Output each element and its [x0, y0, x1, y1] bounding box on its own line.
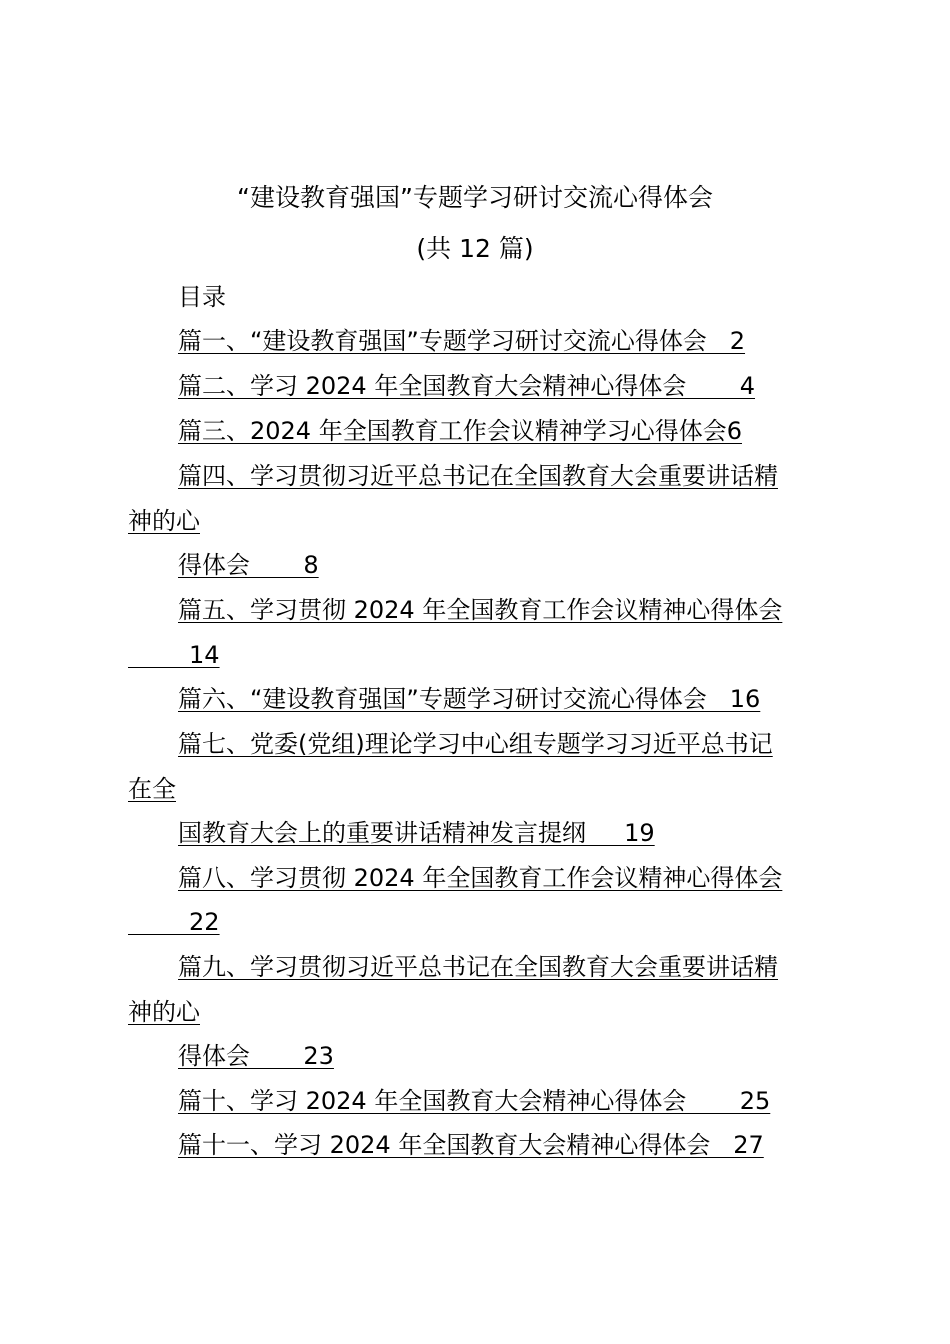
- toc-line[interactable]: 在全: [128, 775, 176, 803]
- toc-line[interactable]: 国教育大会上的重要讲话精神发言提纲 19: [178, 819, 655, 847]
- toc-line[interactable]: 篇一、“建设教育强国”专题学习研讨交流心得体会 2: [178, 327, 746, 355]
- toc-line[interactable]: 篇三、2024 年全国教育工作会议精神学习心得体会6: [178, 417, 742, 445]
- toc-line[interactable]: 篇七、党委(党组)理论学习中心组专题学习习近平总书记: [178, 730, 773, 758]
- toc-line[interactable]: 篇四、学习贯彻习近平总书记在全国教育大会重要讲话精: [178, 462, 778, 490]
- toc-line[interactable]: 篇十一、学习 2024 年全国教育大会精神心得体会 27: [178, 1131, 764, 1159]
- document-title: “建设教育强国”专题学习研讨交流心得体会: [237, 183, 713, 212]
- toc-line[interactable]: 神的心: [128, 507, 200, 535]
- toc-line[interactable]: 篇二、学习 2024 年全国教育大会精神心得体会 4: [178, 372, 756, 400]
- toc-line[interactable]: 篇九、学习贯彻习近平总书记在全国教育大会重要讲话精: [178, 953, 778, 981]
- toc-line[interactable]: 得体会 23: [178, 1042, 334, 1070]
- toc-line[interactable]: 14: [128, 641, 220, 669]
- document-subtitle: (共 12 篇): [416, 234, 534, 263]
- toc-heading: 目录: [178, 283, 226, 311]
- toc-line[interactable]: 神的心: [128, 998, 200, 1026]
- toc-line[interactable]: 得体会 8: [178, 551, 319, 579]
- toc-line[interactable]: 篇五、学习贯彻 2024 年全国教育工作会议精神心得体会: [178, 596, 783, 624]
- toc-line[interactable]: 篇八、学习贯彻 2024 年全国教育工作会议精神心得体会: [178, 864, 783, 892]
- toc-line[interactable]: 篇六、“建设教育强国”专题学习研讨交流心得体会 16: [178, 685, 761, 713]
- toc-line[interactable]: 22: [128, 908, 220, 936]
- toc-line[interactable]: 篇十、学习 2024 年全国教育大会精神心得体会 25: [178, 1087, 771, 1115]
